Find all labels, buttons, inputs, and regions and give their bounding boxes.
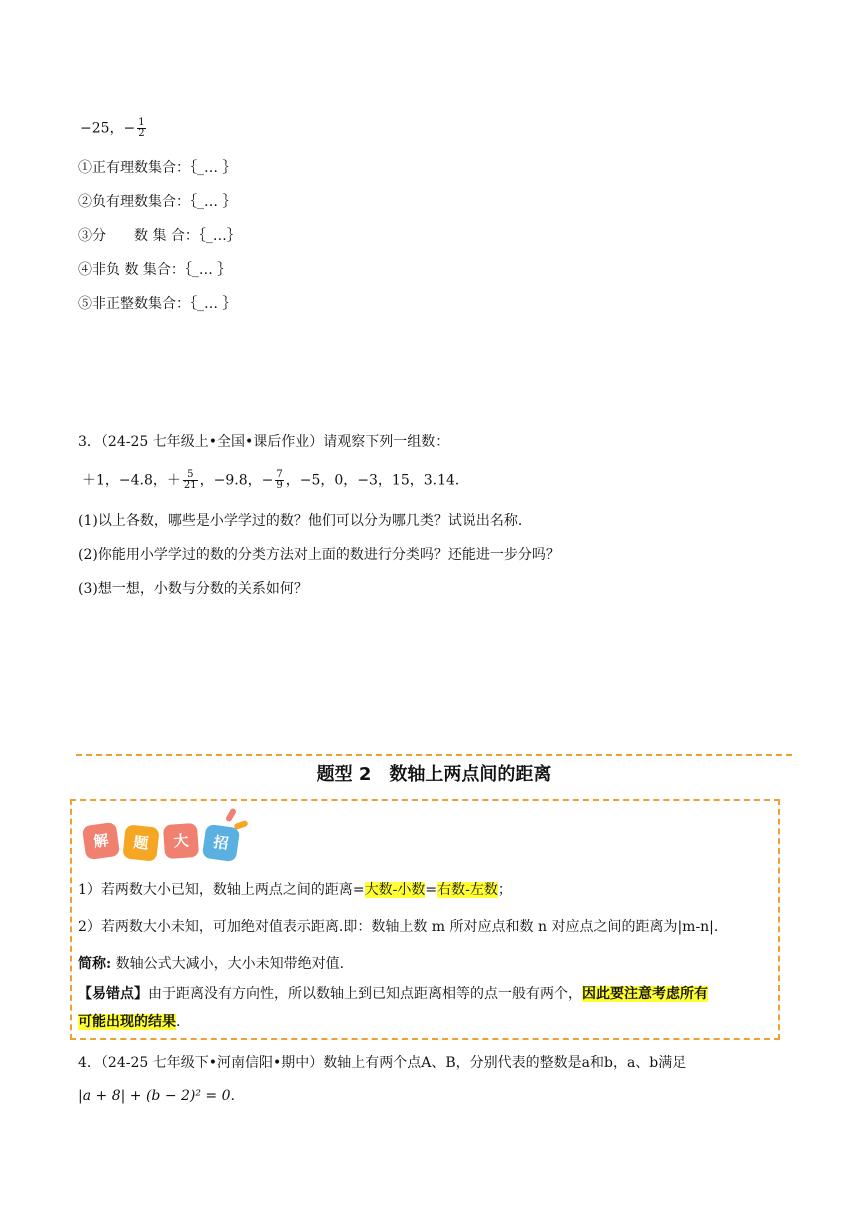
- question-4-equation: |a + 8| + (b − 2)² = 0.: [78, 1088, 235, 1104]
- tip-1-highlight: 右数-左数: [437, 882, 498, 898]
- badge-ti: 题: [122, 824, 159, 861]
- badge-jie: 解: [82, 822, 120, 860]
- tip-1-end: ；: [497, 882, 512, 898]
- fraction-denominator: 2: [138, 128, 145, 139]
- tip-2: 2）若两数大小未知，可加绝对值表示距离.即：数轴上数 m 所对应点和数 n 对应点之间的距离为|m-n|.: [78, 919, 719, 935]
- set-item: ④非负 数 集合：｛_… ｝: [78, 262, 232, 278]
- intro-numbers: [80, 118, 148, 139]
- fraction-5-21: [183, 470, 198, 491]
- numbers-part-c: ，−5，0，−3，15，3.14．: [285, 472, 469, 489]
- question-3-numbers: [82, 470, 469, 491]
- fraction-denominator: 21: [183, 480, 197, 491]
- brief-note: [78, 954, 344, 974]
- tip-1-text: 1）若两数大小已知，数轴上两点之间的距离=: [78, 882, 365, 898]
- error-note: [78, 984, 708, 1004]
- badge-zhao: 招: [202, 824, 240, 862]
- intro-number-a: −25，: [80, 120, 124, 137]
- section-top-divider: [76, 754, 792, 756]
- tip-1: [78, 880, 512, 900]
- set-item: ①正有理数集合：｛_… ｝: [78, 160, 237, 176]
- fraction-denominator: 9: [276, 480, 283, 491]
- fraction-7-9: [275, 470, 283, 491]
- question-4-stem: 4．（24-25 七年级下•河南信阳•期中）数轴上有两个点A、B，分别代表的整数是a和b，a、b满足: [78, 1055, 687, 1071]
- badge-da: 大: [163, 823, 199, 859]
- intro-fraction: [137, 118, 145, 139]
- set-item: ②负有理数集合：｛_… ｝: [78, 194, 237, 210]
- question-3-part: (2)你能用小学学过的数的分类方法对上面的数进行分类吗？还能进一步分吗？: [78, 547, 560, 563]
- numbers-part-a: ＋1，−4.8，＋: [82, 472, 181, 489]
- brief-label: 简称:: [78, 956, 112, 972]
- tip-1-highlight: 大数-小数: [364, 882, 426, 898]
- brief-text: 数轴公式大减小，大小未知带绝对值.: [111, 956, 345, 972]
- error-highlight: 因此要注意考虑所有: [582, 986, 708, 1002]
- error-end: .: [176, 1014, 181, 1030]
- section-title: 题型 2 数轴上两点间的距离: [316, 764, 552, 785]
- question-3-part: (3)想一想，小数与分数的关系如何？: [78, 581, 308, 597]
- error-label: 【易错点】: [78, 986, 148, 1002]
- error-note-line-2: [78, 1012, 180, 1032]
- intro-number-b: −: [123, 120, 136, 137]
- fraction-numerator: 1: [138, 117, 145, 128]
- error-highlight: 可能出现的结果: [78, 1014, 176, 1030]
- numbers-part-b: ，−9.8，−: [199, 472, 274, 489]
- question-3-stem: 3．（24-25 七年级上•全国•课后作业）请观察下列一组数：: [78, 434, 450, 450]
- fraction-numerator: 7: [276, 469, 283, 480]
- fraction-numerator: 5: [183, 470, 198, 481]
- tip-1-equals: =: [425, 882, 438, 898]
- error-text: 由于距离没有方向性，所以数轴上到已知点距离相等的点一般有两个，: [148, 986, 582, 1002]
- question-3-part: (1)以上各数，哪些是小学学过的数？他们可以分为哪几类？试说出名称．: [78, 513, 532, 529]
- set-item: ③分 数 集 合：｛_…｝: [78, 228, 241, 244]
- set-item: ⑤非正整数集合：｛_… ｝: [78, 296, 237, 312]
